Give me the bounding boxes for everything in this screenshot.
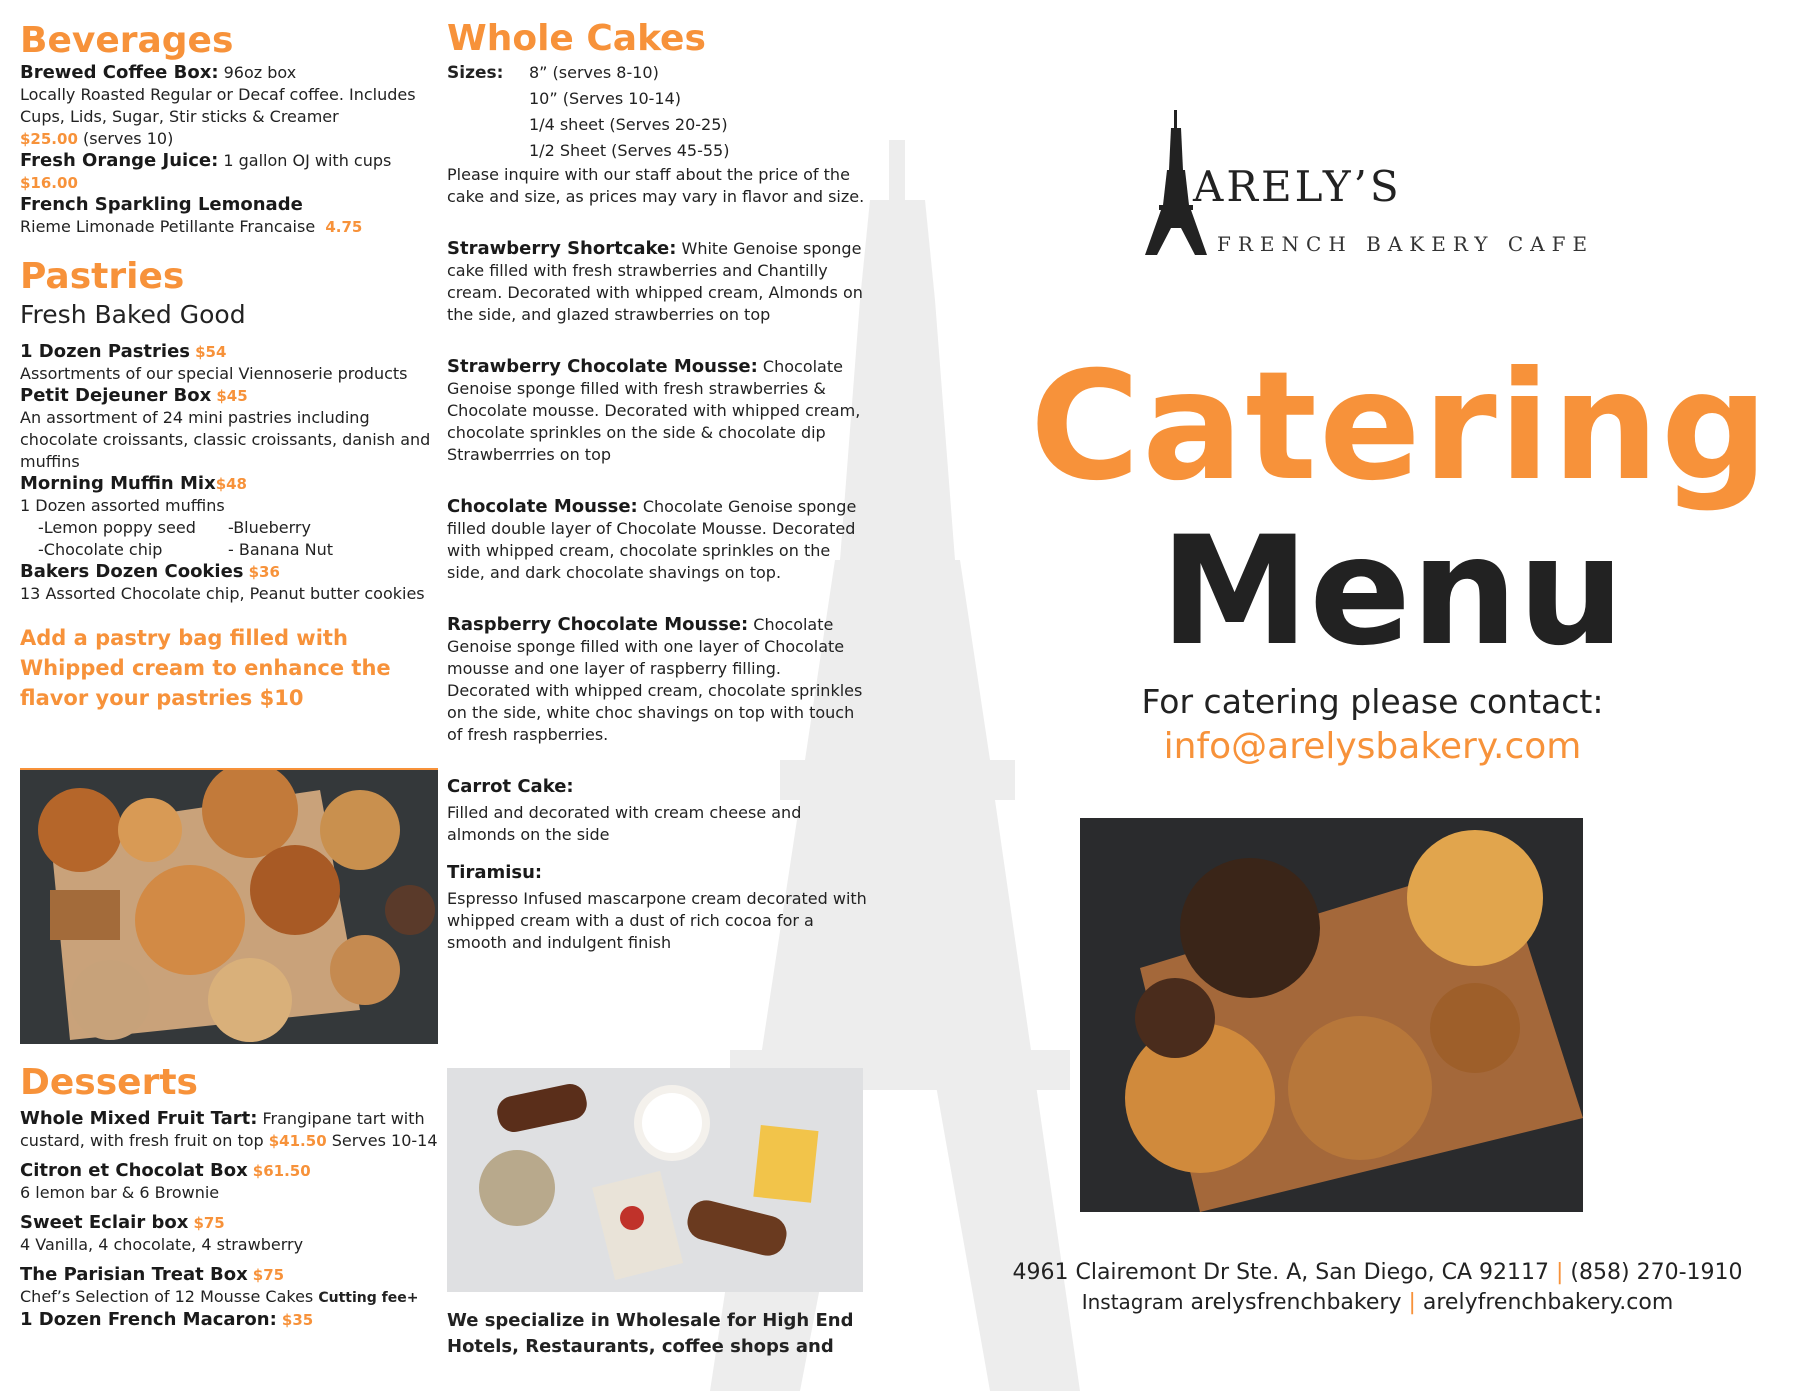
phone-number[interactable]: (858) 270-1910 — [1570, 1260, 1743, 1285]
cake-strawberry-shortcake: Strawberry Shortcake: White Genoise sponge cake filled with fresh strawberries and Chantilly cream. Decorated with whipped cream, Almonds on the side, and glazed strawberries on top — [447, 238, 863, 324]
menu-item-coffee: Brewed Coffee Box: 96oz box Locally Roasted Regular or Decaf coffee. Includes Cups, Lids, Sugar, Stir sticks & Creamer $25.00 (serves 10) — [20, 62, 416, 148]
desserts-heading: Desserts — [20, 1062, 198, 1103]
menu-item-parisian-box: The Parisian Treat Box $75 Chef’s Selection of 12 Mousse Cakes Cutting fee+ — [20, 1264, 419, 1306]
desserts-section — [20, 1062, 445, 1331]
pastries-subtitle: Fresh Baked Good — [20, 300, 246, 329]
instagram-handle[interactable]: arelysfrenchbakery — [1190, 1290, 1402, 1315]
cake-strawberry-chocolate-mousse: Strawberry Chocolate Mousse: Chocolate Genoise sponge filled with fresh strawberries & Chocolate mousse. Decorated with whipped cream, chocolate sprinkles on the side & chocolate dip Strawberrries on top — [447, 356, 861, 464]
logo-brand-name: ARELY’S — [1193, 162, 1402, 211]
pastry-bag-callout: Add a pastry bag filled with Whipped cream to enhance the flavor your pastries $10 — [20, 626, 391, 710]
cover-panel — [955, 0, 1800, 1391]
menu-item-cookies: Bakers Dozen Cookies $36 13 Assorted Chocolate chip, Peanut butter cookies — [20, 561, 425, 603]
address: 4961 Clairemont Dr Ste. A, San Diego, CA 92117 — [1012, 1260, 1549, 1285]
middle-column — [447, 18, 867, 954]
menu-item-dozen-pastries: 1 Dozen Pastries $54 Assortments of our special Viennoserie products — [20, 341, 408, 383]
menu-item-orange-juice: Fresh Orange Juice: 1 gallon OJ with cups $16.00 — [20, 150, 392, 192]
muffins-photo — [1080, 818, 1583, 1212]
website-link[interactable]: arelyfrenchbakery.com — [1422, 1290, 1674, 1315]
menu-item-lemonade: French Sparkling Lemonade Rieme Limonade Petillante Francaise 4.75 — [20, 194, 363, 236]
menu-item-fruit-tart: Whole Mixed Fruit Tart: Frangipane tart with custard, with fresh fruit on top $41.50 Serves 10-14 — [20, 1108, 438, 1150]
catering-title: Catering — [1030, 340, 1771, 514]
contact-label: For catering please contact: — [1141, 682, 1604, 721]
cake-raspberry-chocolate-mousse: Raspberry Chocolate Mousse: Chocolate Genoise sponge filled with one layer of Chocolate mousse and one layer of raspberry filling. Decorated with whipped cream, chocolate sprinkles on the side, white choc shavings on top with touch of fresh raspberries. — [447, 614, 863, 744]
pastries-heading: Pastries — [20, 256, 185, 297]
menu-item-citron-chocolat: Citron et Chocolat Box $61.50 6 lemon bar & 6 Brownie — [20, 1160, 311, 1202]
beverages-heading: Beverages — [20, 20, 234, 61]
cake-carrot: Carrot Cake: Filled and decorated with cream cheese and almonds on the side — [447, 776, 802, 844]
menu-item-muffin-mix: Morning Muffin Mix$48 1 Dozen assorted muffins -Lemon poppy seed -Blueberry -Chocolate chip - Banana Nut — [20, 473, 333, 559]
menu-item-petit-dejeuner: Petit Dejeuner Box $45 An assortment of 24 mini pastries including chocolate croissants, classic croissants, danish and muffins — [20, 385, 431, 471]
pastries-photo — [20, 768, 438, 1044]
menu-title: Menu — [1160, 505, 1625, 679]
cake-chocolate-mousse: Chocolate Mousse: Chocolate Genoise sponge filled double layer of Chocolate Mousse. Decorated with whipped cream, chocolate sprinkles on the side, and dark chocolate shavings on top. — [447, 496, 857, 582]
address-line: 4961 Clairemont Dr Ste. A, San Diego, CA 92117 | (858) 270-1910 — [1012, 1260, 1743, 1285]
cake-inquire-note: Please inquire with our staff about the price of the cake and size, as prices may vary in flavor and size. — [447, 165, 865, 206]
whole-cakes-heading: Whole Cakes — [447, 18, 706, 59]
wholesale-note: We specialize in Wholesale for High End Hotels, Restaurants, coffee shops and — [447, 1310, 854, 1357]
cake-sizes: Sizes: 8” (serves 8-10) 10” (Serves 10-14) 1/4 sheet (Serves 20-25) 1/2 Sheet (Serves 45-55) — [447, 63, 730, 160]
menu-item-macaron: 1 Dozen French Macaron: $35 — [20, 1309, 314, 1330]
social-line: Instagram arelysfrenchbakery | arelyfrenchbakery.com — [1081, 1290, 1674, 1315]
left-column — [20, 20, 440, 713]
logo-tagline: FRENCH BAKERY CAFE — [1217, 232, 1595, 256]
menu-item-eclair-box: Sweet Eclair box $75 4 Vanilla, 4 chocolate, 4 strawberry — [20, 1212, 304, 1254]
contact-email-link[interactable]: info@arelysbakery.com — [1163, 726, 1582, 767]
desserts-photo — [447, 1068, 863, 1292]
cake-tiramisu: Tiramisu: Espresso Infused mascarpone cream decorated with whipped cream with a dust of rich cocoa for a smooth and indulgent finish — [447, 862, 867, 952]
